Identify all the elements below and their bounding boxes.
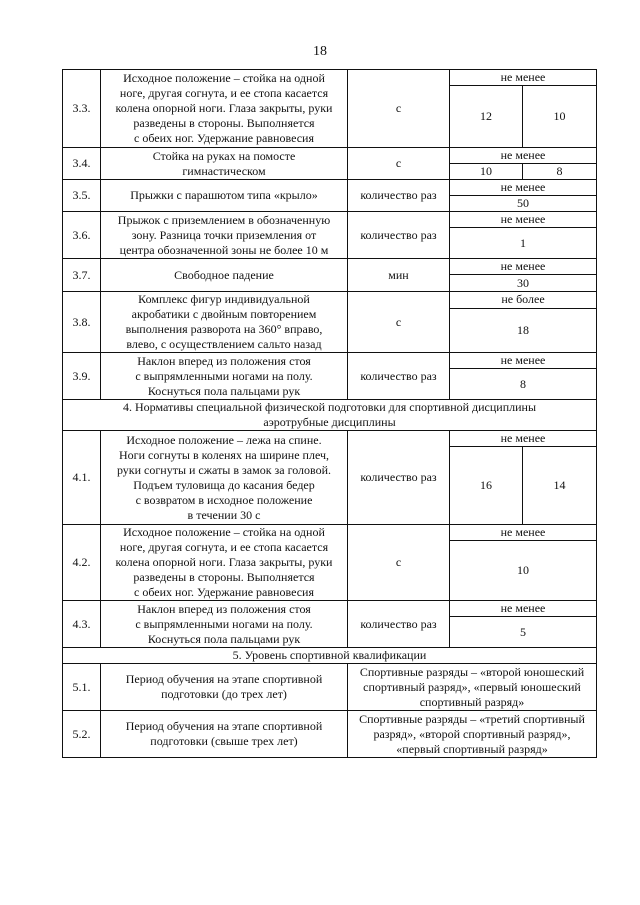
standard-value: 18: [450, 308, 597, 352]
exercise-description-line: Ноги согнуты в коленях на ширине плеч,: [118, 447, 330, 462]
table-row: [63, 212, 597, 228]
exercise-description-line: Исходное положение – лежа на спине.: [126, 432, 322, 447]
standard-condition: не менее: [450, 259, 597, 275]
table-row: [63, 70, 597, 86]
standard-value-girls: 14: [523, 447, 597, 525]
exercise-description-line: Комплекс фигур индивидуальной: [138, 292, 310, 306]
exercise-description-line: Коснуться пола пальцами рук: [147, 631, 301, 646]
exercise-description-line: выполнения разворота на 360° вправо,: [125, 322, 323, 336]
exercise-description-line: Подъем туловища до касания бедер: [133, 477, 315, 492]
standard-value: 5: [450, 617, 597, 648]
exercise-description: [101, 259, 348, 292]
exercise-description: [101, 601, 348, 648]
exercise-description-line: ноге, другая согнута, и ее стопа касается: [119, 540, 329, 554]
row-number: 3.4.: [63, 148, 101, 180]
exercise-description-line: Наклон вперед из положения стоя: [137, 601, 311, 616]
table-row: [63, 148, 597, 164]
exercise-description-line: руки согнуты и сжаты в замок за головой.: [116, 462, 332, 477]
exercise-description-line: с возвратом в исходное положение: [135, 492, 313, 507]
norms-table-body: [63, 70, 597, 758]
standard-condition: не менее: [450, 431, 597, 447]
exercise-description-line: Свободное падение: [174, 267, 274, 282]
exercise-description-line: центра обозначенной зоны не более 10 м: [119, 242, 329, 257]
exercise-description-line: Коснуться пола пальцами рук: [147, 383, 301, 398]
unit-of-measure: мин: [348, 259, 450, 292]
training-period: [101, 711, 348, 758]
row-number: 3.8.: [63, 292, 101, 353]
exercise-description: [101, 292, 348, 353]
table-row: [63, 601, 597, 617]
exercise-description: [101, 353, 348, 400]
exercise-description-line: колена опорной ноги. Глаза закрыты, руки: [115, 101, 333, 115]
training-period: [101, 664, 348, 711]
section-title-row: [63, 400, 597, 431]
standard-value: 8: [450, 369, 597, 400]
exercise-description-line: Прыжок с приземлением в обозначенную: [117, 212, 331, 227]
exercise-description-line: с выпрямленными ногами на полу.: [135, 368, 313, 383]
unit-of-measure: с: [348, 70, 450, 148]
exercise-description-line: Прыжки с парашютом типа «крыло»: [130, 188, 318, 202]
unit-of-measure: количество раз: [348, 212, 450, 259]
exercise-description-line: в течении 30 с: [187, 507, 261, 522]
table-row: [63, 711, 597, 758]
standard-value-boys: 10: [450, 164, 523, 180]
section-title-line: 4. Нормативы специальной физической подготовки для спортивной дисциплины: [122, 400, 537, 414]
row-number: 3.9.: [63, 353, 101, 400]
table-row: [63, 431, 597, 447]
qualification-requirement: [348, 711, 597, 758]
exercise-description: [101, 148, 348, 180]
exercise-description-line: разведены в стороны. Выполняется: [133, 116, 315, 130]
qualification-requirement-line: спортивный разряд», «первый юношеский: [363, 679, 581, 694]
standard-value: 10: [450, 541, 597, 601]
unit-of-measure: количество раз: [348, 353, 450, 400]
unit-of-measure: с: [348, 525, 450, 601]
qualification-requirement-line: «первый спортивный разряд»: [396, 741, 548, 756]
training-period-line: Период обучения на этапе спортивной: [125, 672, 323, 686]
standard-value: 30: [450, 275, 597, 292]
section-title: [63, 400, 597, 431]
norms-table: [62, 69, 597, 758]
unit-of-measure: количество раз: [348, 431, 450, 525]
row-number: 5.2.: [63, 711, 101, 758]
standard-condition: не менее: [450, 148, 597, 164]
exercise-description-line: с выпрямленными ногами на полу.: [135, 616, 313, 631]
table-row: [63, 353, 597, 369]
exercise-description-line: с обеих ног. Удержание равновесия: [134, 131, 314, 145]
standard-condition: не более: [450, 292, 597, 309]
unit-of-measure: количество раз: [348, 180, 450, 212]
exercise-description-line: влево, с осуществлением сальто назад: [126, 337, 322, 351]
section-title-line: аэротрубные дисциплины: [263, 415, 396, 429]
exercise-description: [101, 212, 348, 259]
exercise-description: [101, 431, 348, 525]
row-number: 5.1.: [63, 664, 101, 711]
exercise-description-line: колена опорной ноги. Глаза закрыты, руки: [115, 555, 333, 569]
qualification-requirement: [348, 664, 597, 711]
standard-condition: не менее: [450, 525, 597, 541]
standard-value-boys: 12: [450, 86, 523, 148]
standard-value-girls: 8: [523, 164, 597, 180]
qualification-requirement-line: Спортивные разряды – «второй юношеский: [359, 664, 585, 679]
row-number: 4.3.: [63, 601, 101, 648]
training-period-line: подготовки (свыше трех лет): [150, 734, 298, 748]
table-row: [63, 180, 597, 196]
page-number: 18: [313, 44, 327, 59]
unit-of-measure: с: [348, 292, 450, 353]
exercise-description-line: Исходное положение – стойка на одной: [123, 525, 325, 539]
unit-of-measure: с: [348, 148, 450, 180]
training-period-line: Период обучения на этапе спортивной: [125, 719, 323, 733]
exercise-description: [101, 70, 348, 148]
qualification-requirement-line: Спортивные разряды – «третий спортивный: [359, 711, 585, 726]
standard-condition: не менее: [450, 212, 597, 228]
exercise-description-line: разведены в стороны. Выполняется: [133, 570, 315, 584]
exercise-description-line: акробатики с двойным повторением: [131, 307, 317, 321]
row-number: 4.1.: [63, 431, 101, 525]
standard-condition: не менее: [450, 70, 597, 86]
table-row: [63, 259, 597, 275]
standard-value: 50: [450, 196, 597, 212]
table-row: [63, 292, 597, 309]
table-row: [63, 525, 597, 541]
standard-condition: не менее: [450, 180, 597, 196]
row-number: 3.6.: [63, 212, 101, 259]
standard-condition: не менее: [450, 353, 597, 369]
qualification-requirement-line: спортивный разряд»: [419, 694, 525, 709]
section-title-row: [63, 648, 597, 664]
exercise-description-line: Наклон вперед из положения стоя: [137, 353, 311, 368]
row-number: 4.2.: [63, 525, 101, 601]
standard-value: 1: [450, 228, 597, 259]
standard-value-girls: 10: [523, 86, 597, 148]
table-row: [63, 664, 597, 711]
row-number: 3.5.: [63, 180, 101, 212]
exercise-description-line: зону. Разница точки приземления от: [131, 227, 317, 242]
exercise-description-line: Стойка на руках на помосте: [152, 148, 296, 163]
row-number: 3.3.: [63, 70, 101, 148]
unit-of-measure: количество раз: [348, 601, 450, 648]
exercise-description: [101, 180, 348, 212]
exercise-description-line: с обеих ног. Удержание равновесия: [134, 585, 314, 599]
row-number: 3.7.: [63, 259, 101, 292]
standard-value-boys: 16: [450, 447, 523, 525]
section-title: 5. Уровень спортивной квалификации: [63, 648, 597, 664]
exercise-description-line: Исходное положение – стойка на одной: [123, 71, 325, 85]
standard-condition: не менее: [450, 601, 597, 617]
exercise-description-line: гимнастическом: [182, 163, 266, 178]
training-period-line: подготовки (до трех лет): [161, 687, 287, 701]
exercise-description: [101, 525, 348, 601]
qualification-requirement-line: разряд», «второй спортивный разряд»,: [373, 726, 571, 741]
exercise-description-line: ноге, другая согнута, и ее стопа касается: [119, 86, 329, 100]
